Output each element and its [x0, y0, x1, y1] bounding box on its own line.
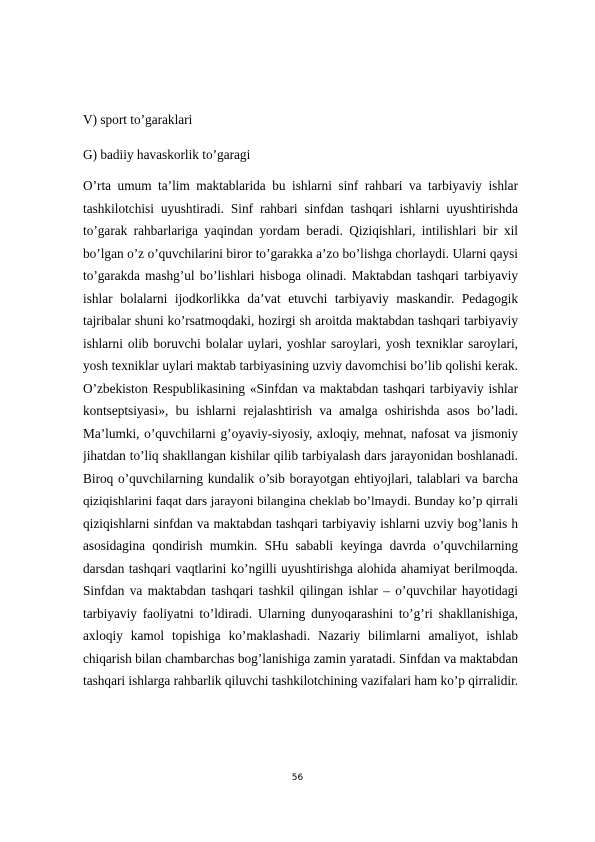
paragraph-line: tajribalar shuni ko’rsatmoqdaki, hozirgi sh aroitda maktabdan tashqari tarbiyaviy — [83, 313, 518, 328]
paragraph-line: tashkilotchisi uyushtiradi. Sinf rahbari sinfdan tashqari ishlarni uyushtirishda — [83, 200, 518, 216]
paragraph-line: O’rta umum ta’lim maktablarida bu ishlarni sinf rahbari va tarbiyaviy ishlar — [83, 178, 518, 193]
paragraph-line: O’zbekiston Respublikasining «Sinfdan va maktabdan tashqari tarbiyaviy ishlar — [83, 380, 518, 396]
paragraph-line: ishlarni olib boruvchi bolalar uylari, yoshlar saroylari, yosh texniklar saroylari, — [83, 335, 518, 351]
paragraph-line: tarbiyaviy faoliyatni to’ldiradi. Ularning dunyoqarashini to’g’ri shakllanishiga, — [83, 605, 518, 621]
paragraph-line: bo’lgan o’z o’quvchilarini biror to’garakka a’zo bo’lishga chorlaydi. Ularni qaysi — [83, 245, 518, 261]
paragraph-line: asosidagina qondirish mumkin. SHu sababli keyinga davrda o’quvchilarning — [83, 538, 518, 553]
paragraph-line: jihatdan to’liq shakllangan kishilar qilib tarbiyalash dars jarayonidan boshlanadi. — [83, 448, 518, 463]
paragraph-line: yosh texniklar uylari maktab tarbiyasining uzviy davomchisi bo’lib qolishi kerak. — [83, 358, 518, 373]
paragraph-line: Biroq o’quvchilarning kundalik o’sib borayotgan ehtiyojlari, talablari va barcha — [83, 470, 518, 486]
paragraph-line: tashqari ishlarga rahbarlik qiluvchi tashkilotchining vazifalari ham ko’p qirralidir. — [83, 673, 518, 688]
body-paragraph — [83, 175, 518, 693]
paragraph-line: to’garakda mashg’ul bo’lishlari hisboga olinadi. Maktabdan tashqari tarbiyaviy — [83, 268, 518, 283]
list-item-sport-clubs: V) sport to’garaklari — [83, 112, 193, 127]
paragraph-line: chiqarish bilan chambarchas bog’lanishiga zamin yaratadi. Sinfdan va maktabdan — [83, 650, 518, 666]
list-item-art-club: G) badiiy havaskorlik to’garagi — [83, 147, 251, 162]
page-number: 56 — [291, 773, 304, 783]
paragraph-line: Sinfdan va maktabdan tashqari tashkil qilingan ishlar – o’quvchilar hayotidagi — [83, 583, 518, 598]
paragraph-line: qiziqishlarni sinfdan va maktabdan tashqari tarbiyaviy ishlarni uzviy bog’lanis h — [83, 515, 518, 531]
paragraph-line: kontseptsiyasi», bu ishlarni rejalashtirish va amalga oshirishda asos bo’ladi. — [83, 403, 518, 418]
paragraph-line: Ma’lumki, o’quvchilarni g’oyaviy-siyosiy, axloqiy, mehnat, nafosat va jismoniy — [83, 425, 518, 441]
paragraph-line: darsdan tashqari vaqtlarini ko’ngilli uyushtirishga alohida ahamiyat berilmoqda. — [83, 560, 518, 576]
paragraph-line: qiziqishlarini faqat dars jarayoni bilangina cheklab bo’lmaydi. Bunday ko’p qirrali — [83, 493, 518, 508]
paragraph-line: to’garak rahbarlariga yaqindan yordam beradi. Qiziqishlari, intilishlari bir xil — [83, 223, 518, 238]
paragraph-line: ishlar bolalarni ijodkorlikka da’vat etuvchi tarbiyaviy maskandir. Pedagogik — [83, 290, 518, 306]
paragraph-line: axloqiy kamol topishiga ko’maklashadi. Nazariy bilimlarni amaliyot, ishlab — [83, 628, 518, 643]
